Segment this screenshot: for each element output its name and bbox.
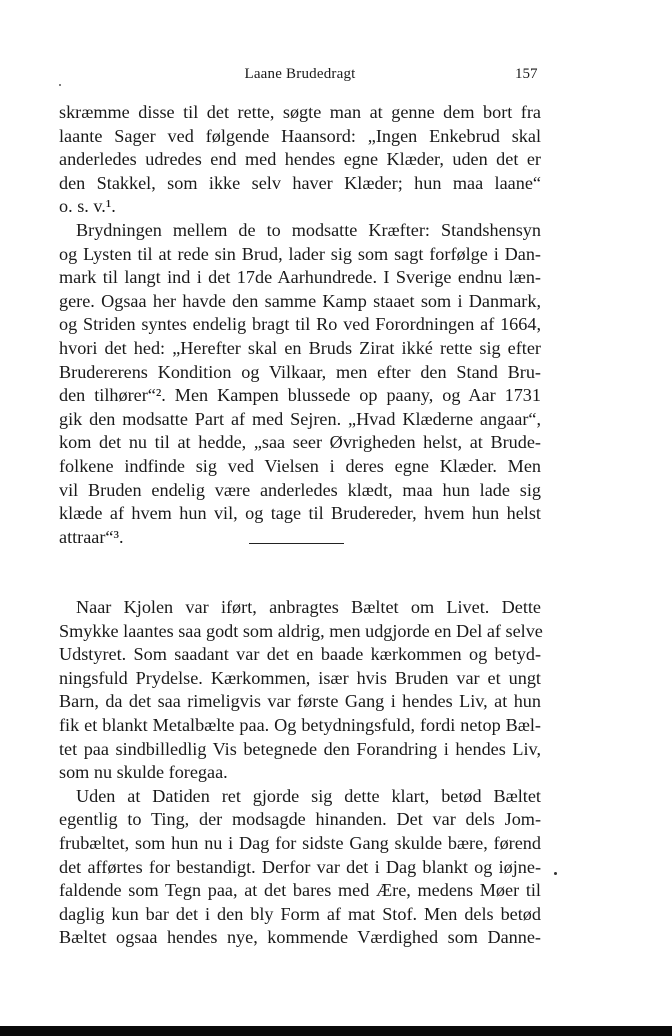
text-line: Barn, da det saa rimeligvis var første Gang i hendes Liv, at hun	[59, 691, 541, 712]
text-line: Brydningen mellem de to modsatte Kræfter: Standshensyn	[76, 219, 541, 240]
text-line: Udstyret. Som saadant var det en baade kærkommen og betyd-	[59, 644, 541, 665]
text-line: ningsfuld Prydelse. Kærkommen, især hvis Bruden var et ungt	[59, 667, 541, 688]
text-line: folkene indfinde sig ved Vielsen i deres egne Klæder. Men	[59, 455, 541, 476]
text-line: mark til langt ind i det 17de Aarhundrede. I Sverige endnu læn-	[59, 267, 541, 288]
text-line: hvori det hed: „Herefter skal en Bruds Zirat ikké rette sig efter	[59, 337, 541, 358]
text-line: kom det nu til at hedde, „saa seer Øvrigheden helst, at Brude-	[59, 432, 541, 453]
text-line: det afførtes for bestandigt. Derfor var det i Dag blankt og iøjne-	[59, 856, 541, 877]
scan-edge-bar	[0, 1026, 672, 1036]
text-line: den Stakkel, som ikke selv haver Klæder; hun maa laane“	[59, 172, 541, 193]
text-line: som nu skulde foregaa.	[59, 762, 228, 783]
text-line: Uden at Datiden ret gjorde sig dette klart, betød Bæltet	[76, 785, 541, 806]
text-line: og Lysten til at rede sin Brud, lader sig som sagt forfølge i Dan-	[59, 243, 541, 264]
text-line: attraar“³.	[59, 526, 124, 547]
text-line: anderledes udredes end med hendes egne Klæder, uden det er	[59, 149, 541, 170]
text-line: fik et blankt Metalbælte paa. Og betydningsfuld, fordi netop Bæl-	[59, 714, 541, 735]
text-line: faldende som Tegn paa, at det bares med Ære, medens Møer til	[59, 880, 541, 901]
text-line: laante Sager ved følgende Haansord: „Ingen Enkebrud skal	[59, 125, 541, 146]
text-line: frubæltet, som hun nu i Dag for sidste Gang skulde bære, førend	[59, 832, 541, 853]
text-line: klæde af hvem hun vil, og tage til Brudereder, hvem hun helst	[59, 503, 541, 524]
margin-mark	[554, 872, 557, 875]
text-line: daglig kun bar det i den bly Form af mat Stof. Men dels betød	[59, 903, 541, 924]
text-line: Bæltet ogsaa hendes nye, kommende Værdighed som Danne-	[59, 927, 541, 948]
paragraph-block-2	[59, 596, 541, 950]
text-line: vil Bruden endelig være anderledes klædt, maa hun lade sig	[59, 479, 541, 500]
text-line: skræmme disse til det rette, søgte man at genne dem bort fra	[59, 102, 541, 122]
text-line: Smykke laantes saa godt som aldrig, men udgjorde en Del af selve	[59, 620, 543, 641]
page-number: 157	[515, 66, 538, 82]
section-divider	[249, 543, 344, 544]
text-line: egentlig to Ting, der modsagde hinanden. Det var dels Jom-	[59, 809, 541, 830]
running-header-title: Laane Brudedragt	[244, 66, 356, 82]
paragraph-block-1	[59, 101, 541, 549]
text-line: gik den modsatte Part af med Sejren. „Hvad Klæderne angaar“,	[59, 408, 541, 429]
text-line: Brudererens Kondition og Vilkaar, men efter den Stand Bru-	[59, 361, 541, 382]
text-line: den tilhører“². Men Kampen blussede op paany, og Aar 1731	[59, 385, 541, 406]
margin-mark	[59, 84, 61, 86]
text-line: gere. Ogsaa her havde den samme Kamp staaet som i Danmark,	[59, 290, 541, 311]
text-line: Naar Kjolen var iført, anbragtes Bæltet om Livet. Dette	[76, 597, 541, 617]
text-line: o. s. v.¹.	[59, 196, 116, 217]
text-line: tet paa sindbilledlig Vis betegnede den Forandring i hendes Liv,	[59, 738, 541, 759]
text-line: og Striden syntes endelig bragt til Ro ved Forordningen af 1664,	[59, 314, 541, 335]
